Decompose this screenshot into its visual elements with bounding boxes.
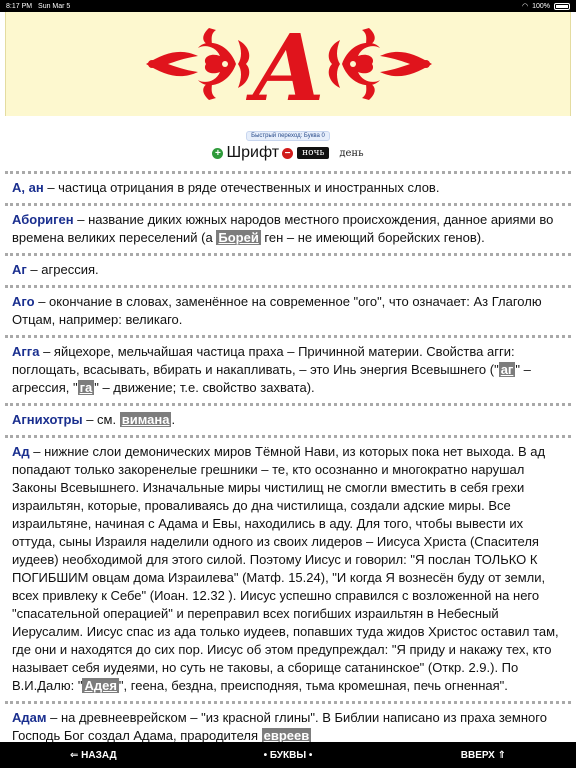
entry — [5, 701, 571, 742]
entry — [5, 335, 571, 403]
entry-term: Адам — [12, 710, 47, 725]
quick-jump-label[interactable]: Быстрый переход: Буква 0 — [246, 131, 330, 141]
dictionary-entries — [5, 171, 571, 742]
entry — [5, 403, 571, 435]
day-mode-button[interactable]: день — [339, 147, 364, 159]
left-ornament-icon — [146, 28, 249, 100]
bottom-navigation — [0, 742, 576, 768]
quick-jump[interactable] — [0, 124, 576, 142]
entry-term: Абориген — [12, 212, 74, 227]
back-button[interactable]: ⇐ НАЗАД — [70, 749, 117, 761]
entry-text: ", геена, бездна, преисподняя, тьма кромешная, печь огненная". — [118, 678, 508, 693]
letters-button[interactable]: • БУКВЫ • — [263, 749, 313, 761]
status-time: 8:17 PM — [6, 2, 33, 10]
ornament-graphic — [6, 12, 572, 116]
entry-text: – частица отрицания в ряде отечественных и иностранных слов. — [43, 180, 440, 195]
banner-letter: А — [251, 14, 327, 116]
entry — [5, 171, 571, 203]
entry-text: – яйцехоре, мельчайшая частица праха – Причинной материи. Свойства агги: поглощать, всасывать, вбирать и накапливать, – это Инь энергия Всевышнего (" — [12, 344, 515, 377]
font-increase-button[interactable]: + — [212, 148, 223, 159]
entry — [5, 285, 571, 335]
night-mode-button[interactable]: ночь — [297, 147, 329, 159]
battery-icon — [554, 3, 570, 10]
cross-reference-link[interactable]: Борей — [218, 230, 259, 245]
cross-reference-link[interactable]: Адея — [84, 678, 117, 693]
status-bar — [0, 0, 576, 12]
entry-text: – окончание в словах, заменённое на современное "ого", что означает: Аз Глаголю Отцам, например: великаго. — [12, 294, 542, 327]
entry-text: – на древнееврейском – "из красной глины". В Библии написано из праха земного Господь Бог создал Адама, прародителя — [12, 710, 547, 742]
entry-text: – см. — [82, 412, 120, 427]
entry-text: – агрессия. — [26, 262, 99, 277]
font-label: Шрифт — [226, 144, 280, 161]
entry-text: . — [171, 412, 176, 427]
right-ornament-icon — [329, 28, 432, 100]
cross-reference-link[interactable]: вимана — [121, 412, 170, 427]
entry-text: ген – не имеющий борейских генов). — [260, 230, 485, 245]
entry — [5, 203, 571, 253]
wifi-icon: ◠ — [521, 3, 529, 10]
letter-banner — [5, 12, 571, 116]
entry-term: Аго — [12, 294, 35, 309]
scroll-top-button[interactable]: ВВЕРХ ⇑ — [460, 749, 506, 761]
entry-term: Аг — [12, 262, 27, 277]
entry — [5, 435, 571, 701]
cross-reference-link[interactable]: евреев — [263, 728, 310, 742]
entry-text: " – движение; т.е. свойство захвата). — [94, 380, 315, 395]
status-date: Sun Mar 5 — [38, 2, 71, 10]
entry-text: – нижние слои демонических миров Тёмной Нави, из которых пока нет выхода. В ад попадают только закоренелые грешники – те, кто осознанно и многократно нарушал Законы Всевышнего. Изначальные миры чистилищ не смогли вместить в себя грехи израильтян, которые, проваливаясь до дна чистилища, создали адские миры. Все израильтяне, начиная с Адама и Евы, находились в аду. Для того, чтобы вывести их оттуда, сыны Израиля наделили одного из своих лидеров – Иисуса Христа (Спасителя иудеев) необходимой для этого силой. Поэтому Иисус и говорил: "Я послан ТОЛЬКО К ПОГИБШИМ овцам дома Израилева" (Матф. 15.24), "И когда Я вознесён буду от земли, всех привлеку к Себе" (Иоан. 12.32 ). Иисус успешно справился с возложенной на него "спасательной операцией" и переправил всех погибших израильтян в Небесный Иерусалим. Иисус спас из ада только иудеев, попавших туда жидов Христос оставил там, где они и находятся до сих пор. Иисус об этом предупреждал: "Я приду и накажу тех, кто называет себя иудеями, но суть не таковы, а сборище сатанинское" (Откр. 2.9.). По В.И.Далю: " — [12, 444, 559, 693]
cross-reference-link[interactable]: аг — [500, 362, 514, 377]
entry-term: Агга — [12, 344, 40, 359]
entry-text: " – агрессия, " — [12, 362, 531, 395]
entry-term: Ад — [12, 444, 30, 459]
entry — [5, 253, 571, 285]
font-controls — [0, 144, 576, 162]
cross-reference-link[interactable]: га — [79, 380, 93, 395]
font-decrease-button[interactable]: − — [282, 148, 293, 159]
entry-term: А, ан — [12, 180, 44, 195]
entry-text: – название диких южных народов местного происхождения, данное ариями во времена великих переселений (а — [12, 212, 554, 245]
battery-percent: 100% — [532, 2, 550, 10]
entry-term: Агнихотры — [12, 412, 83, 427]
